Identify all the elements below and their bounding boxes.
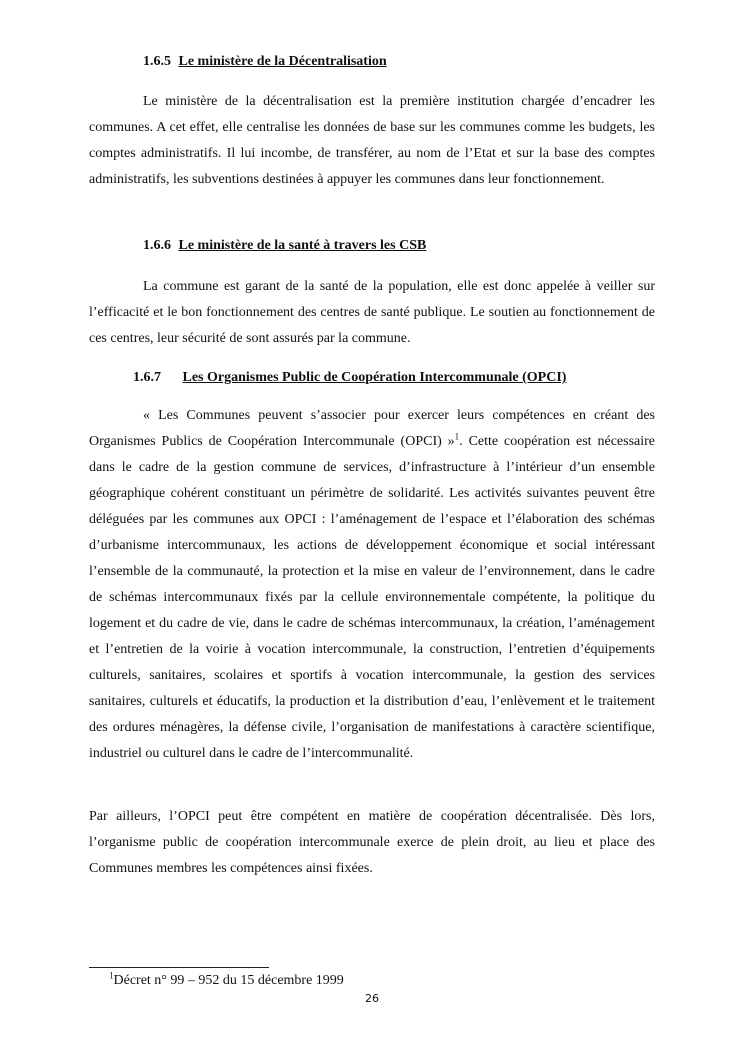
section-heading-1-6-5	[143, 54, 387, 70]
section-number: 1.6.6	[143, 238, 171, 253]
page-number: 26	[365, 992, 379, 1005]
paragraph-opci-body: . Cette coopération est nécessaire dans le cadre de la gestion commune de services, d’infrastructure à l’intérieur d’un ensemble géographique cohérent constituant un périmètre de solidarité. Les activités suivantes peuvent être déléguées par les communes aux OPCI : l’aménagement de l’espace et l’élaboration des schémas d’urbanisme intercommunaux, les actions de développement économique et social intéressant l’ensemble de la communauté, la protection et la mise en valeur de l’environnement, dans le cadre de schémas intercommunaux fixés par la cellule environnementale compétente, la politique du logement et du cadre de vie, dans le cadre de schémas intercommunaux, la création, l’aménagement et l’entretien de la voirie à vocation intercommunale, la construction, l’entretien d’équipements culturels, sanitaires, scolaires et sportifs à vocation intercommunale, la gestion des services sanitaires, culturels et éducatifs, la production et la distribution d’eau, l’enlèvement et le traitement des ordures ménagères, la défense civile, l’organisation de manifestations à caractère scientifique, industriel ou culturel dans le cadre de l’intercommunalité.	[89, 434, 655, 761]
section-heading-1-6-6	[143, 238, 426, 254]
footnote-separator	[89, 967, 269, 968]
section-number: 1.6.5	[143, 54, 171, 69]
paragraph-opci-cooperation: Par ailleurs, l’OPCI peut être compétent en matière de coopération décentralisée. Dès lors, l’organisme public de coopération intercommunale exerce de plein droit, au lieu et place des Communes membres les compétences ainsi fixées.	[89, 809, 655, 876]
paragraph-sante: La commune est garant de la santé de la population, elle est donc appelée à veiller sur l’efficacité et le bon fonctionnement des centres de santé publique. Le soutien au fonctionnement de ces centres, leur sécurité de sont assurés par la commune.	[89, 279, 655, 346]
footnote-reference: 1	[454, 431, 460, 442]
footnote-marker: 1	[109, 970, 114, 981]
section-title: Les Organismes Public de Coopération Intercommunale (OPCI)	[182, 370, 567, 385]
section-number: 1.6.7	[133, 370, 161, 385]
paragraph-decentralisation: Le ministère de la décentralisation est la première institution chargée d’encadrer les communes. A cet effet, elle centralise les données de base sur les communes comme les budgets, les comptes administratifs. Il lui incombe, de transférer, au nom de l’Etat et sur la base des comptes administratifs, les subventions destinées à appuyer les communes dans leur fonctionnement.	[89, 94, 655, 187]
section-title: Le ministère de la Décentralisation	[178, 54, 387, 69]
section-title: Le ministère de la santé à travers les CSB	[178, 238, 427, 253]
paragraph-opci	[89, 403, 655, 767]
footnote	[109, 970, 344, 989]
footnote-text: Décret n° 99 – 952 du 15 décembre 1999	[113, 973, 344, 988]
paragraph-opci-quote: « Les Communes peuvent s’associer pour exercer leurs compétences en créant des Organismes Publics de Coopération Intercommunale (OPCI) »	[89, 408, 655, 449]
section-heading-1-6-7	[133, 370, 566, 386]
